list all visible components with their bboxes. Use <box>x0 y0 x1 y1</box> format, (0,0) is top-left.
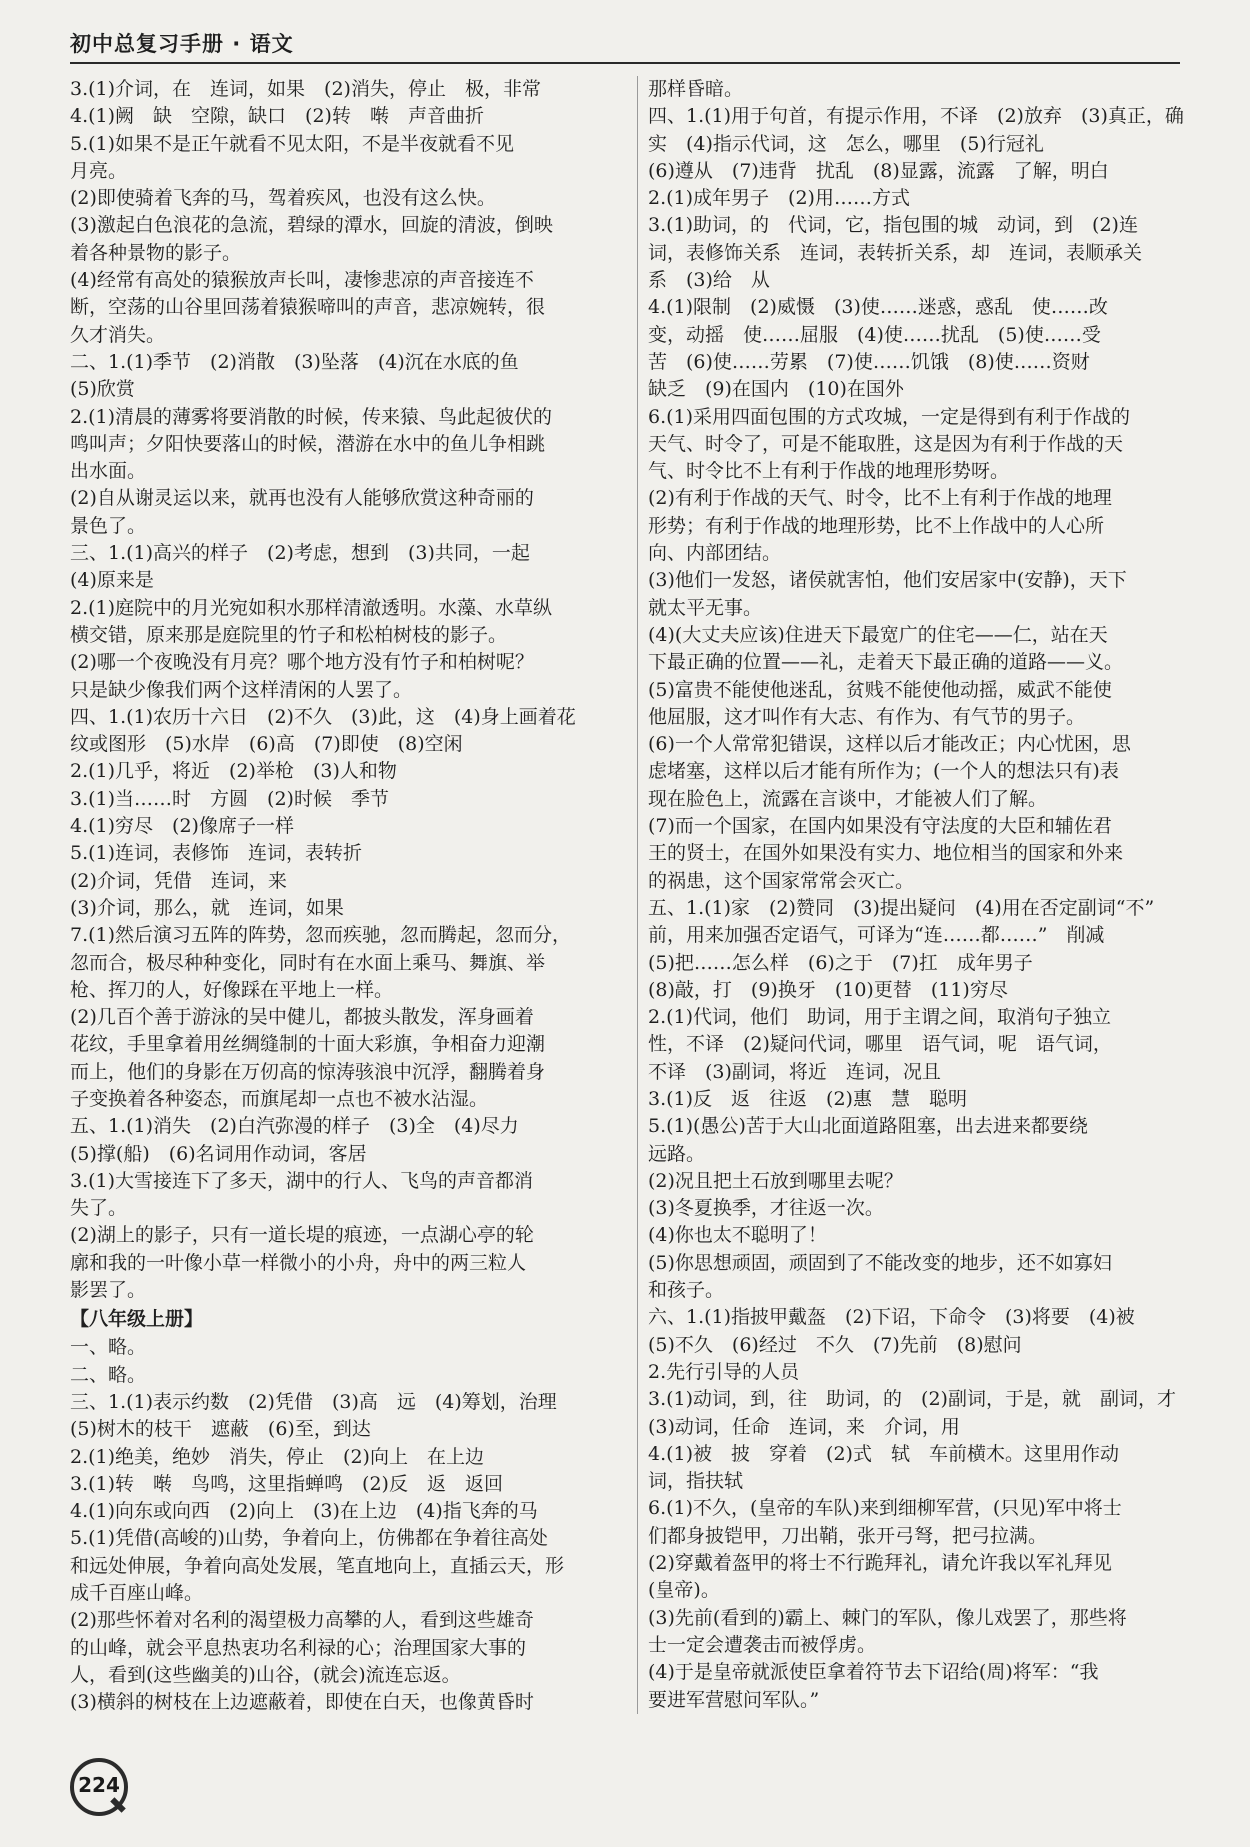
answer-line: 人，看到(这些幽美的)山谷，(就会)流连忘返。 <box>70 1663 461 1686</box>
section-heading: 【八年级上册】 <box>70 1308 204 1331</box>
answer-line: 二、略。 <box>70 1363 147 1386</box>
answer-line: 2.(1)绝美，绝妙 消失，停止 (2)向上 在上边 <box>70 1445 484 1468</box>
answer-line: 士一定会遭袭击而被俘虏。 <box>648 1633 877 1656</box>
answer-line: 4.(1)向东或向西 (2)向上 (3)在上边 (4)指飞奔的马 <box>70 1500 538 1523</box>
answer-line: 和远处伸展，争着向高处发展，笔直地向上，直插云天，形 <box>70 1554 565 1577</box>
answer-line: 的祸患，这个国家常常会灭亡。 <box>648 869 915 892</box>
answer-line: (7)而一个国家，在国内如果没有守法度的大臣和辅佐君 <box>648 815 1112 838</box>
answer-line: (5)欣赏 <box>70 378 135 401</box>
answer-line: 气、时令比不上有利于作战的地理形势呀。 <box>648 460 1010 483</box>
answer-line: (5)你思想顽固，顽固到了不能改变的地步，还不如寡妇 <box>648 1251 1112 1274</box>
answer-line: 前，用来加强否定语气，可译为“连……都……” 削减 <box>648 924 1105 947</box>
answer-line: 向、内部团结。 <box>648 542 782 565</box>
page-number: 224 <box>78 1773 120 1797</box>
answer-line: 们都身披铠甲，刀出鞘，张开弓弩，把弓拉满。 <box>648 1524 1048 1547</box>
answer-line: 不译 (3)副词，将近 连词，况且 <box>648 1060 941 1083</box>
page-header <box>70 18 1180 64</box>
answer-line: 现在脸色上，流露在言谈中，才能被人们了解。 <box>648 787 1048 810</box>
answer-line: 系 (3)给 从 <box>648 269 770 292</box>
answer-line: 四、1.(1)用于句首，有提示作用，不译 (2)放弃 (3)真正，确 <box>648 105 1184 128</box>
answer-line: 3.(1)介词，在 连词，如果 (2)消失，停止 极，非常 <box>70 78 541 100</box>
answer-line: (5)撑(船) (6)名词用作动词，客居 <box>70 1142 367 1165</box>
answer-line: 缺乏 (9)在国内 (10)在国外 <box>648 378 904 401</box>
answer-line: 性，不译 (2)疑问代词，哪里 语气词，呢 语气词， <box>648 1033 1112 1056</box>
answer-line: (6)一个人常常犯错误，这样以后才能改正；内心忧困，思 <box>648 733 1131 756</box>
answer-line: (4)原来是 <box>70 569 154 592</box>
answer-line: 影罢了。 <box>70 1279 147 1302</box>
answer-line: 枪、挥刀的人，好像踩在平地上一样。 <box>70 978 394 1001</box>
answer-line: 和孩子。 <box>648 1279 725 1302</box>
answer-line: (4)于是皇帝就派使臣拿着符节去下诏给(周)将军：“我 <box>648 1661 1099 1684</box>
answer-line: 横交错，原来那是庭院里的竹子和松柏树枝的影子。 <box>70 623 508 646</box>
answer-line: (3)冬夏换季，才往返一次。 <box>648 1197 884 1220</box>
answer-line: (2)况且把土石放到哪里去呢？ <box>648 1169 903 1192</box>
answer-line: 那样昏暗。 <box>648 78 744 100</box>
answer-line: 要进军营慰问军队。” <box>648 1688 820 1711</box>
answer-line: 2.(1)清晨的薄雾将要消散的时候，传来猿、鸟此起彼伏的 <box>70 405 553 428</box>
answer-line: 5.(1)如果不是正午就看不见太阳，不是半夜就看不见 <box>70 132 515 155</box>
answer-line: 花纹，手里拿着用丝绸缝制的十面大彩旗，争相奋力迎潮 <box>70 1033 546 1056</box>
page-number-badge <box>70 1758 128 1816</box>
answer-line: 4.(1)阙 缺 空隙，缺口 (2)转 啭 声音曲折 <box>70 105 484 128</box>
answer-line: 7.(1)然后演习五阵的阵势，忽而疾驰，忽而腾起，忽而分， <box>70 924 572 947</box>
answer-line: (4)你也太不聪明了！ <box>648 1224 827 1247</box>
answer-line: 远路。 <box>648 1142 706 1165</box>
answer-line: (3)激起白色浪花的急流，碧绿的潭水，回旋的清波，倒映 <box>70 214 553 237</box>
answer-line: (4)(大丈夫应该)住进天下最宽广的住宅——仁，站在天 <box>648 623 1108 646</box>
answer-line: 5.(1)连词，表修饰 连词，表转折 <box>70 842 363 865</box>
left-column <box>70 76 616 1717</box>
answer-line: (8)敲，打 (9)换牙 (10)更替 (11)穷尽 <box>648 978 1008 1001</box>
answer-line: 3.(1)动词，到，往 助词，的 (2)副词，于是，就 副词，才 <box>648 1388 1176 1411</box>
answer-line: 6.(1)采用四面包围的方式攻城，一定是得到有利于作战的 <box>648 405 1131 428</box>
answer-line: (2)几百个善于游泳的吴中健儿，都披头散发，浑身画着 <box>70 1006 534 1029</box>
answer-line: 的山峰，就会平息热衷功名利禄的心；治理国家大事的 <box>70 1636 527 1659</box>
answer-line: 着各种景物的影子。 <box>70 241 242 264</box>
answer-line: (2)介词，凭借 连词，来 <box>70 869 287 892</box>
answer-line: 纹或图形 (5)水岸 (6)高 (7)即使 (8)空闲 <box>70 733 463 756</box>
answer-line: 景色了。 <box>70 514 147 537</box>
answer-line: 4.(1)限制 (2)威慑 (3)使……迷惑，惑乱 使……改 <box>648 296 1108 319</box>
answer-line: 鸣叫声；夕阳快要落山的时候，潜游在水中的鱼儿争相跳 <box>70 432 546 455</box>
answer-line: (3)介词，那么，就 连词，如果 <box>70 896 344 919</box>
answer-line: (2)哪一个夜晚没有月亮？哪个地方没有竹子和柏树呢？ <box>70 651 534 674</box>
answer-line: 成千百座山峰。 <box>70 1582 204 1605</box>
answer-line: (2)有利于作战的天气、时令，比不上有利于作战的地理 <box>648 487 1112 510</box>
answer-line: 5.(1)凭借(高峻的)山势，争着向上，仿佛都在争着往高处 <box>70 1527 548 1550</box>
answer-line: (5)树木的枝干 遮蔽 (6)至，到达 <box>70 1418 371 1441</box>
right-column <box>637 76 1193 1714</box>
answer-line: 形势；有利于作战的地理形势，比不上作战中的人心所 <box>648 514 1105 537</box>
answer-line: 廓和我的一叶像小草一样微小的小舟，舟中的两三粒人 <box>70 1251 527 1274</box>
answer-line: 苦 (6)使……劳累 (7)使……饥饿 (8)使……资财 <box>648 350 1090 373</box>
answer-line: 六、1.(1)指披甲戴盔 (2)下诏，下命令 (3)将要 (4)被 <box>648 1306 1135 1329</box>
answer-line: (3)他们一发怒，诸侯就害怕，他们安居家中(安静)，天下 <box>648 569 1127 592</box>
answer-line: 月亮。 <box>70 159 128 182</box>
answer-line: 2.先行引导的人员 <box>648 1360 800 1383</box>
answer-line: 虑堵塞，这样以后才能有所作为；(一个人的想法只有)表 <box>648 760 1119 783</box>
answer-line: 变，动摇 使……屈服 (4)使……扰乱 (5)使……受 <box>648 323 1101 346</box>
answer-line: (2)即使骑着飞奔的马，驾着疾风，也没有这么快。 <box>70 187 496 210</box>
answer-line: 3.(1)当……时 方圆 (2)时候 季节 <box>70 787 389 810</box>
answer-line: 2.(1)庭院中的月光宛如积水那样清澈透明。水藻、水草纵 <box>70 596 553 619</box>
answer-line: 下最正确的位置——礼，走着天下最正确的道路——义。 <box>648 651 1124 674</box>
answer-line: 6.(1)不久，(皇帝的车队)来到细柳军营，(只见)军中将士 <box>648 1497 1122 1520</box>
answer-line: 3.(1)大雪接连下了多天，湖中的行人、飞鸟的声音都消 <box>70 1169 534 1192</box>
answer-line: 四、1.(1)农历十六日 (2)不久 (3)此，这 (4)身上画着花 <box>70 705 576 728</box>
answer-line: (皇帝)。 <box>648 1579 720 1602</box>
answer-line: 2.(1)代词，他们 助词，用于主谓之间，取消句子独立 <box>648 1006 1112 1029</box>
answer-line: 断，空荡的山谷里回荡着猿猴啼叫的声音，悲凉婉转，很 <box>70 296 546 319</box>
answer-line: 子变换着各种姿态，而旗尾却一点也不被水沾湿。 <box>70 1087 489 1110</box>
answer-line: 五、1.(1)消失 (2)白汽弥漫的样子 (3)全 (4)尽力 <box>70 1115 519 1138</box>
answer-line: (3)横斜的树枝在上边遮蔽着，即使在白天，也像黄昏时 <box>70 1691 534 1714</box>
answer-line: 五、1.(1)家 (2)赞同 (3)提出疑问 (4)用在否定副词“不” <box>648 896 1155 919</box>
answer-line: 天气、时令了，可是不能取胜，这是因为有利于作战的天 <box>648 432 1124 455</box>
running-title: 初中总复习手册 · 语文 <box>70 32 294 56</box>
answer-line: 他屈服，这才叫作有大志、有作为、有气节的男子。 <box>648 705 1086 728</box>
answer-line: 3.(1)助词，的 代词，它，指包围的城 动词，到 (2)连 <box>648 214 1138 237</box>
answer-line: 王的贤士，在国外如果没有实力、地位相当的国家和外来 <box>648 842 1124 865</box>
answer-line: 3.(1)反 返 往返 (2)惠 慧 聪明 <box>648 1087 967 1110</box>
answer-line: 失了。 <box>70 1197 128 1220</box>
answer-line: (3)动词，任命 连词，来 介词，用 <box>648 1415 960 1438</box>
answer-line: (5)把……怎么样 (6)之于 (7)扛 成年男子 <box>648 951 1033 974</box>
answer-line: 4.(1)穷尽 (2)像席子一样 <box>70 815 294 838</box>
answer-line: (6)遵从 (7)违背 扰乱 (8)显露，流露 了解，明白 <box>648 159 1109 182</box>
answer-line: 2.(1)几乎，将近 (2)举枪 (3)人和物 <box>70 760 397 783</box>
answer-line: 4.(1)被 披 穿着 (2)式 轼 车前横木。这里用作动 <box>648 1442 1119 1465</box>
answer-line: (3)先前(看到的)霸上、棘门的军队，像儿戏罢了，那些将 <box>648 1606 1127 1629</box>
answer-line: (2)穿戴着盔甲的将士不行跪拜礼，请允许我以军礼拜见 <box>648 1552 1112 1575</box>
answer-line: (2)湖上的影子，只有一道长堤的痕迹，一点湖心亭的轮 <box>70 1224 534 1247</box>
answer-line: 三、1.(1)高兴的样子 (2)考虑，想到 (3)共同，一起 <box>70 542 530 565</box>
answer-line: 2.(1)成年男子 (2)用……方式 <box>648 187 910 210</box>
answer-line: 词，表修饰关系 连词，表转折关系，却 连词，表顺承关 <box>648 241 1143 264</box>
answer-line: 忽而合，极尽种种变化，同时有在水面上乘马、舞旗、举 <box>70 951 546 974</box>
answer-line: (5)不久 (6)经过 不久 (7)先前 (8)慰问 <box>648 1333 1022 1356</box>
answer-line: 而上，他们的身影在万仞高的惊涛骇浪中沉浮，翻腾着身 <box>70 1060 546 1083</box>
answer-line: (5)富贵不能使他迷乱，贫贱不能使他动摇，威武不能使 <box>648 678 1112 701</box>
answer-line: 3.(1)转 啭 鸟鸣，这里指蝉鸣 (2)反 返 返回 <box>70 1472 503 1495</box>
answer-line: 二、1.(1)季节 (2)消散 (3)坠落 (4)沉在水底的鱼 <box>70 350 519 373</box>
answer-line: 只是缺少像我们两个这样清闲的人罢了。 <box>70 678 413 701</box>
answer-line: 实 (4)指示代词，这 怎么，哪里 (5)行冠礼 <box>648 132 1044 155</box>
answer-line: 5.(1)(愚公)苦于大山北面道路阻塞，出去进来都要绕 <box>648 1115 1088 1138</box>
answer-line: (2)那些怀着对名利的渴望极力高攀的人，看到这些雄奇 <box>70 1609 534 1632</box>
answer-line: 就太平无事。 <box>648 596 763 619</box>
answer-line: 词，指扶轼 <box>648 1470 744 1493</box>
answer-line: 出水面。 <box>70 460 147 483</box>
answer-line: 三、1.(1)表示约数 (2)凭借 (3)高 远 (4)筹划，治理 <box>70 1390 557 1413</box>
answer-line: (4)经常有高处的猿猴放声长叫，凄惨悲凉的声音接连不 <box>70 269 534 292</box>
answer-line: (2)自从谢灵运以来，就再也没有人能够欣赏这种奇丽的 <box>70 487 534 510</box>
answer-line: 一、略。 <box>70 1336 147 1359</box>
answer-line: 久才消失。 <box>70 323 166 346</box>
